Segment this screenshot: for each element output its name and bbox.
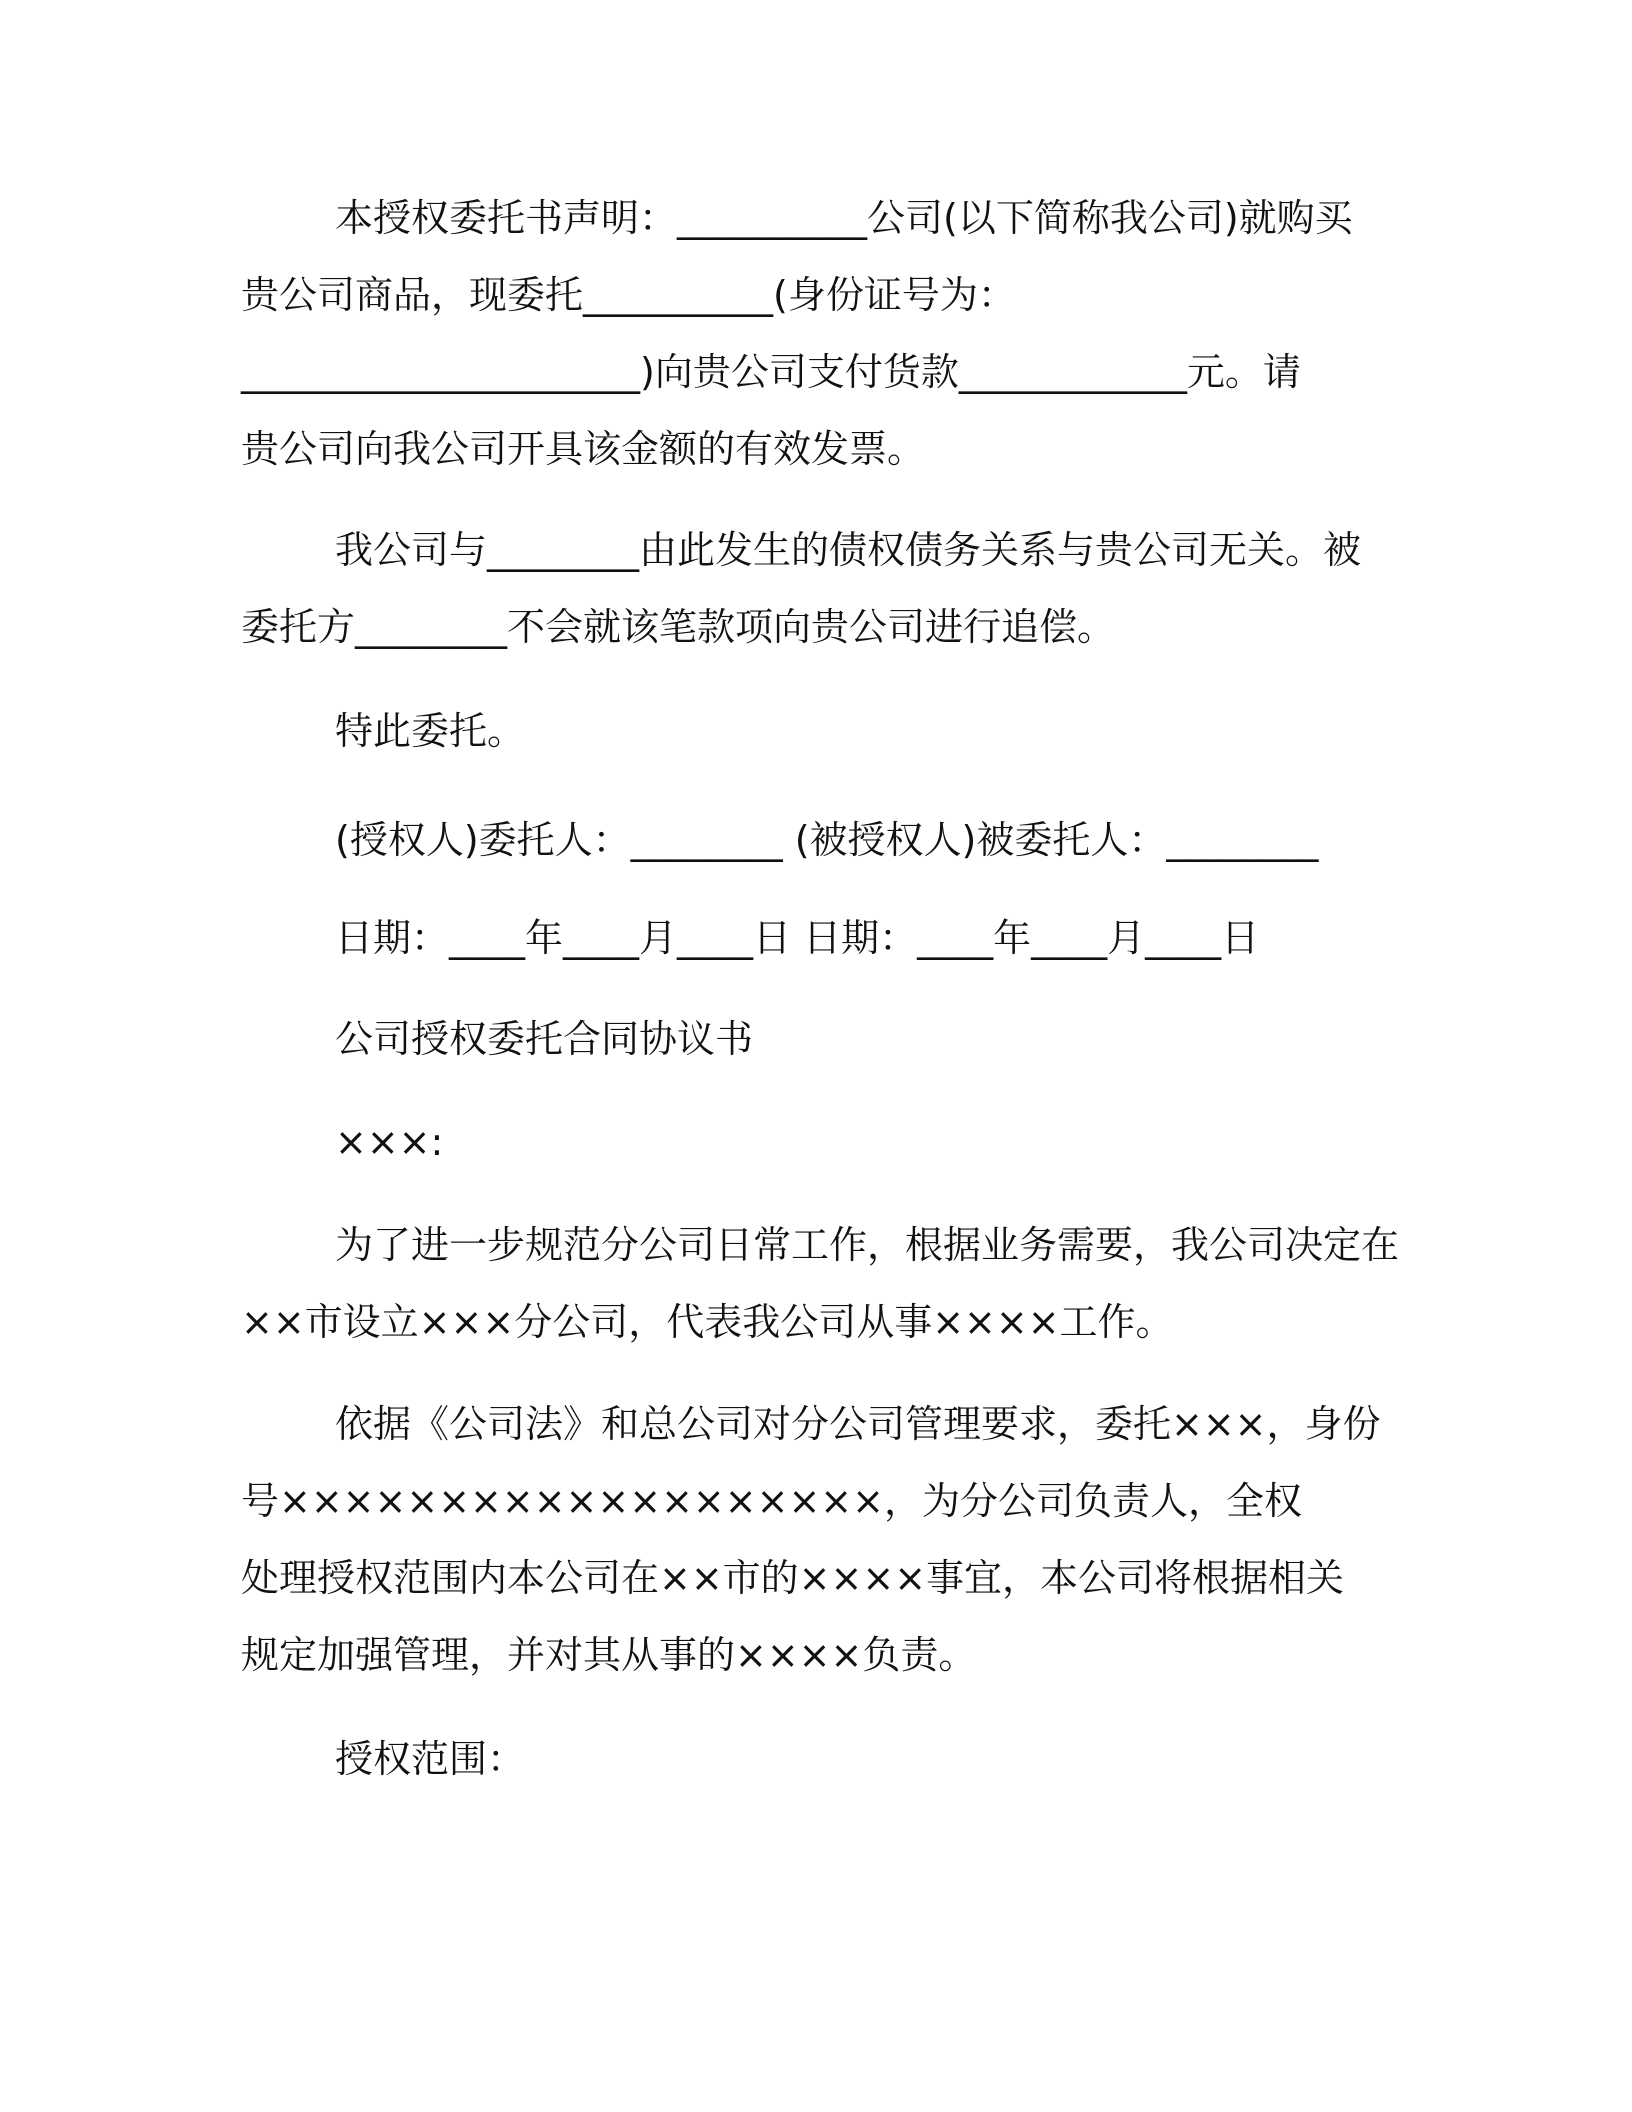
purpose-line-1: 为了进一步规范分公司日常工作，根据业务需要，我公司决定在 (335, 1223, 1400, 1267)
entrust-closing: 特此委托。 (335, 709, 526, 753)
statement-line-1: 本授权委托书声明：__________公司(以下简称我公司)就购买 (335, 196, 1353, 240)
basis-line-2: 号×××××××××××××××××××，为分公司负责人，全权 (241, 1479, 1302, 1523)
scope-heading: 授权范围： (335, 1737, 526, 1781)
relation-line-1: 我公司与________由此发生的债权债务关系与贵公司无关。被 (335, 528, 1362, 572)
basis-line-3: 处理授权范围内本公司在××市的××××事宜，本公司将根据相关 (241, 1556, 1345, 1600)
statement-line-3: _____________________)向贵公司支付货款____________元。请 (241, 350, 1301, 394)
dates-line: 日期：____年____月____日 日期：____年____月____日 (335, 916, 1260, 960)
section-title: 公司授权委托合同协议书 (335, 1017, 754, 1061)
salutation: ×××: (335, 1120, 444, 1164)
basis-line-4: 规定加强管理，并对其从事的××××负责。 (241, 1633, 977, 1677)
purpose-line-2: ××市设立×××分公司，代表我公司从事××××工作。 (241, 1300, 1174, 1344)
statement-line-4: 贵公司向我公司开具该金额的有效发票。 (241, 427, 926, 471)
statement-line-2: 贵公司商品，现委托__________(身份证号为： (241, 273, 1016, 317)
signatories-line: (授权人)委托人：________ (被授权人)被委托人：________ (335, 818, 1319, 862)
basis-line-1: 依据《公司法》和总公司对分公司管理要求，委托×××，身份 (335, 1402, 1381, 1446)
relation-line-2: 委托方________不会就该笔款项向贵公司进行追偿。 (241, 605, 1116, 649)
